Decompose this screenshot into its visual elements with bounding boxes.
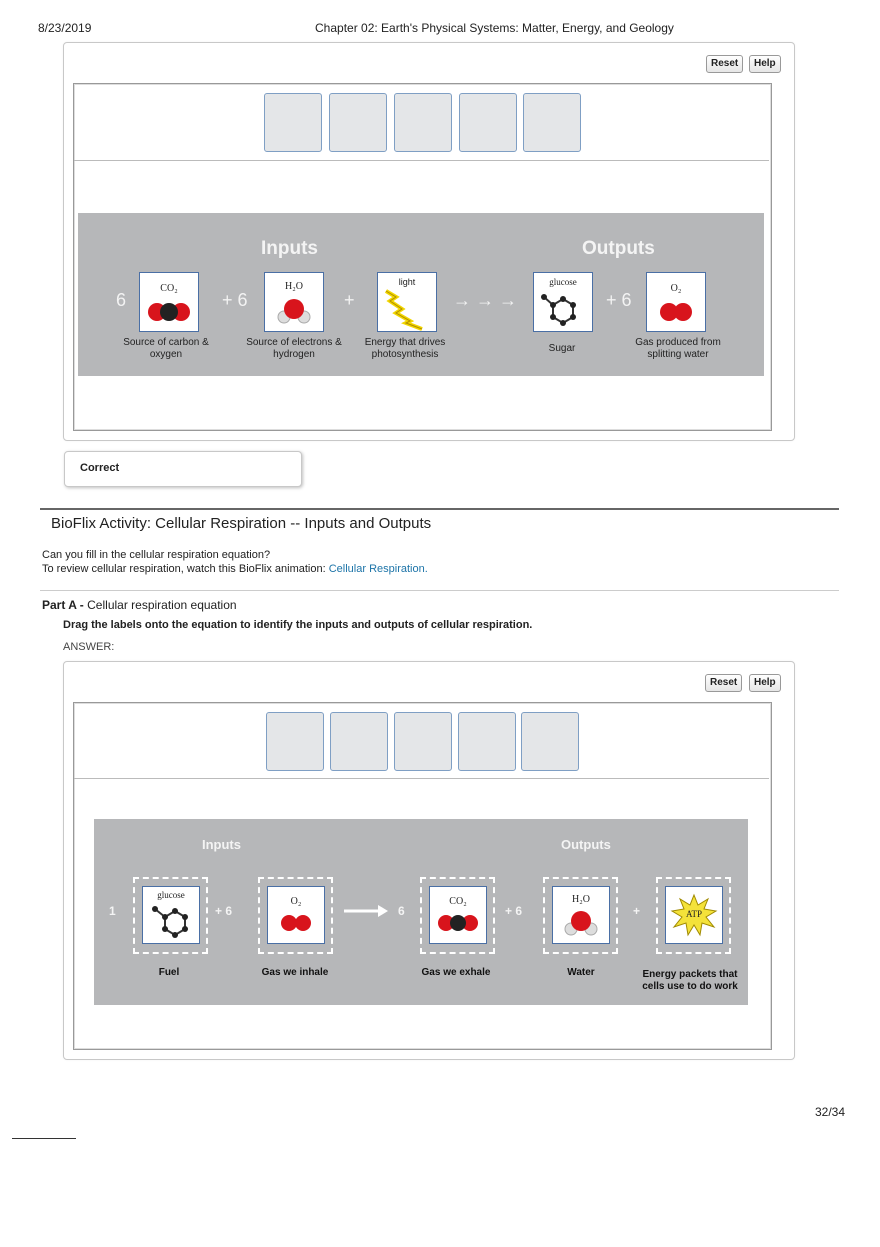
coefficient: + 6 — [606, 290, 632, 310]
glucose-label: glucose — [549, 277, 577, 287]
part-rule — [40, 590, 839, 591]
glucose-icon — [534, 287, 592, 331]
coefficient: 1 — [109, 904, 116, 918]
o2-formula: O₂ — [290, 896, 302, 907]
glucose-molecule-box — [142, 886, 200, 944]
caption: Fuel — [158, 967, 180, 978]
o2-icon — [647, 297, 705, 327]
chapter-title: Chapter 02: Earth's Physical Systems: Matter, Energy, and Geology — [315, 21, 674, 35]
inputs-title: Inputs — [202, 837, 241, 852]
water-icon — [265, 295, 323, 327]
h2o-molecule-box — [264, 272, 324, 332]
caption: Sugar — [548, 343, 576, 354]
feedback-box — [64, 451, 302, 487]
coefficient: 6 — [116, 290, 127, 310]
print-date: 8/23/2019 — [38, 21, 92, 35]
intro-review: To review cellular respiration, watch this BioFlix animation: Cellular Respiration. — [42, 563, 428, 575]
atp-label: ATP — [685, 909, 702, 919]
h2o-formula: H₂O — [285, 281, 303, 292]
lightning-icon — [378, 287, 436, 331]
correct-label: Correct — [80, 462, 120, 474]
co2-molecule-box — [429, 886, 487, 944]
glucose-molecule-box — [533, 272, 593, 332]
coefficient: + 6 — [222, 290, 248, 310]
answer-label: ANSWER: — [63, 641, 115, 653]
o2-icon — [268, 911, 324, 939]
atp-box — [665, 886, 723, 944]
co2-molecule-box — [139, 272, 199, 332]
plus-sign: + — [344, 290, 355, 310]
section-title: BioFlix Activity: Cellular Respiration -- Inputs and Outputs — [51, 515, 432, 532]
h2o-formula: H₂O — [572, 894, 590, 905]
caption: Gas produced from splitting water — [635, 337, 721, 360]
label-slot[interactable] — [394, 712, 452, 771]
label-slot[interactable] — [523, 93, 581, 152]
co2-icon — [140, 297, 198, 327]
caption: Gas we exhale — [421, 967, 491, 978]
divider — [74, 160, 769, 161]
page-number: 32/34 — [815, 1105, 846, 1119]
label-slot[interactable] — [330, 712, 388, 771]
part-heading: Part A - Cellular respiration equation — [42, 598, 237, 612]
caption: Source of electrons & hydrogen — [246, 337, 342, 360]
glucose-icon — [143, 899, 199, 943]
caption: Source of carbon & oxygen — [123, 337, 209, 360]
instruction: Drag the labels onto the equation to identify the inputs and outputs of cellular respiration. — [63, 619, 533, 631]
label-slot[interactable] — [394, 93, 452, 152]
intro-question: Can you fill in the cellular respiration equation? — [42, 549, 271, 561]
outputs-title: Outputs — [582, 238, 655, 259]
light-label: light — [398, 277, 416, 287]
coefficient: + 6 — [215, 904, 233, 918]
label-slot[interactable] — [459, 93, 517, 152]
o2-formula: O₂ — [670, 283, 682, 294]
reaction-arrows: → → → — [453, 290, 518, 310]
coefficient: + 6 — [505, 904, 523, 918]
caption: Water — [567, 967, 595, 978]
caption: Energy that drives photosynthesis — [364, 337, 446, 360]
arrow-icon — [342, 902, 390, 920]
reset-button[interactable]: Reset — [706, 55, 743, 73]
cutoff-line — [12, 1138, 76, 1139]
label-slot[interactable] — [521, 712, 579, 771]
glucose-label: glucose — [157, 890, 185, 900]
water-icon — [553, 907, 609, 939]
label-slot[interactable] — [266, 712, 324, 771]
plus-sign: + — [633, 904, 641, 918]
inputs-title: Inputs — [261, 238, 318, 259]
label-slot[interactable] — [329, 93, 387, 152]
section-rule — [40, 508, 839, 510]
outputs-title: Outputs — [561, 837, 611, 852]
divider — [74, 778, 769, 779]
caption: Energy packets that cells use to do work — [642, 969, 738, 992]
caption: Gas we inhale — [261, 967, 329, 978]
label-slot[interactable] — [458, 712, 516, 771]
help-button[interactable]: Help — [749, 674, 781, 692]
help-button[interactable]: Help — [749, 55, 781, 73]
reset-button[interactable]: Reset — [705, 674, 742, 692]
co2-icon — [430, 911, 486, 939]
co2-formula: CO₂ — [449, 896, 467, 907]
h2o-molecule-box — [552, 886, 610, 944]
coefficient: 6 — [398, 904, 405, 918]
o2-molecule-box — [267, 886, 325, 944]
light-box — [377, 272, 437, 332]
co2-formula: CO₂ — [160, 283, 178, 294]
label-slot[interactable] — [264, 93, 322, 152]
o2-molecule-box — [646, 272, 706, 332]
cellular-respiration-link[interactable]: Cellular Respiration — [328, 563, 425, 575]
